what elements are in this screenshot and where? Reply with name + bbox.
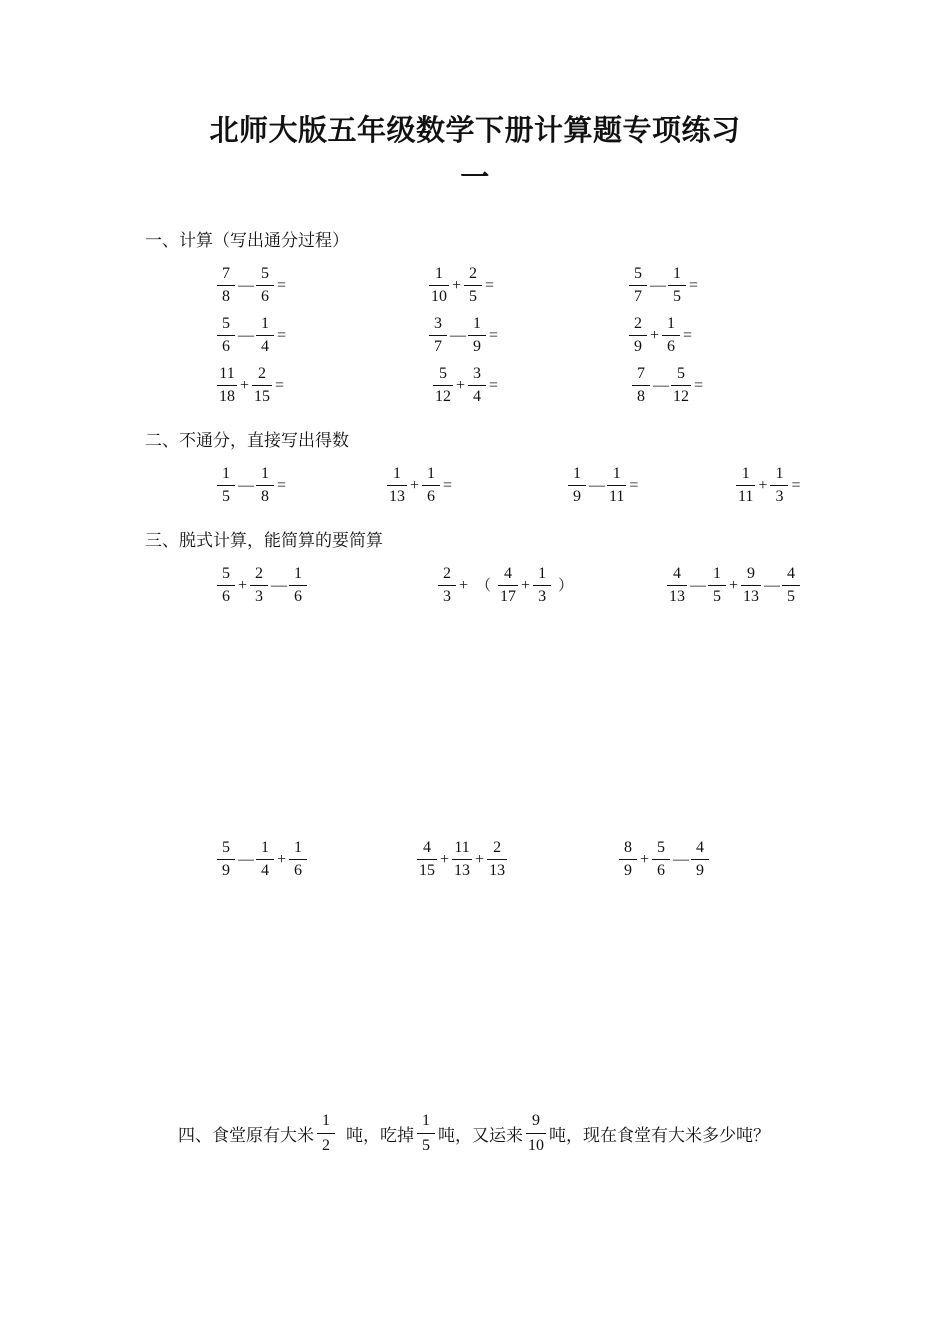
equals-sign: = (489, 326, 499, 344)
fraction: $\frac{1}{5}$ (217, 466, 235, 505)
plus-sign: + (729, 576, 739, 594)
fraction: $\frac{3}{7}$ (429, 316, 447, 355)
fraction: $\frac{5}{6}$ (652, 840, 670, 879)
fraction: $\frac{5}{6}$ (217, 566, 235, 605)
q2-expr-4 (735, 466, 802, 505)
equals-sign: = (791, 476, 801, 494)
problem-text: 吨，吃掉 (346, 1126, 414, 1146)
fraction: $\frac{4}{5}$ (782, 566, 800, 605)
q1-expr-3 (628, 266, 700, 305)
fraction: $\frac{7}{8}$ (217, 266, 235, 305)
plus-sign: + (238, 576, 248, 594)
q3-expr-4 (216, 840, 308, 879)
fraction: $\frac{8}{9}$ (619, 840, 637, 879)
equals-sign: = (629, 476, 639, 494)
fraction: $\frac{2}{3}$ (250, 566, 268, 605)
equals-sign: = (443, 476, 453, 494)
section-1-heading: 一、计算（写出通分过程） (145, 231, 349, 251)
plus-sign: + (277, 850, 287, 868)
q1-expr-2 (428, 266, 496, 305)
equals-sign: = (277, 326, 287, 344)
fraction: $\frac{5}{6}$ (217, 316, 235, 355)
section-3-heading: 三、脱式计算，能简算的要简算 (145, 531, 383, 551)
fraction: $\frac{1}{10}$ (431, 265, 447, 305)
plus-sign: + (475, 850, 485, 868)
minus-sign: — (450, 326, 465, 344)
q1-expr-1 (216, 266, 288, 305)
fraction: $\frac{1}{2}$ (317, 1112, 335, 1155)
plus-sign: + (456, 376, 466, 394)
fraction: $\frac{1}{11}$ (738, 465, 754, 505)
fraction: $\frac{2}{9}$ (629, 316, 647, 355)
problem-text: 吨，又运来 (438, 1126, 523, 1146)
fraction: $\frac{9}{13}$ (743, 565, 760, 605)
fraction: $\frac{1}{5}$ (708, 566, 726, 605)
plus-sign: + (459, 576, 469, 594)
minus-sign: — (238, 476, 253, 494)
plus-sign: + (452, 276, 462, 294)
fraction: $\frac{3}{4}$ (468, 366, 486, 405)
minus-sign: — (271, 576, 287, 594)
fraction: $\frac{1}{3}$ (533, 566, 551, 605)
fraction: $\frac{4}{15}$ (419, 839, 435, 879)
q2-expr-1 (216, 466, 288, 505)
q1-expr-7 (216, 366, 286, 405)
minus-sign: — (650, 276, 665, 294)
fraction: $\frac{7}{8}$ (632, 366, 650, 405)
section-2-heading: 二、不通分，直接写出得数 (145, 431, 349, 451)
fraction: $\frac{2}{3}$ (438, 566, 456, 605)
fraction: $\frac{1}{3}$ (770, 466, 788, 505)
fraction: $\frac{5}{6}$ (256, 266, 274, 305)
q3-expr-5 (416, 840, 508, 879)
plus-sign: + (240, 376, 250, 394)
fraction: $\frac{1}{8}$ (256, 466, 274, 505)
fraction: $\frac{5}{7}$ (629, 266, 647, 305)
fraction: $\frac{1}{4}$ (256, 316, 274, 355)
minus-sign: — (238, 276, 253, 294)
equals-sign: = (694, 376, 704, 394)
fraction: $\frac{5}{9}$ (217, 840, 235, 879)
equals-sign: = (277, 276, 287, 294)
q2-expr-3 (567, 466, 640, 505)
equals-sign: = (683, 326, 693, 344)
plus-sign: + (758, 476, 768, 494)
fraction: $\frac{1}{5}$ (668, 266, 686, 305)
plus-sign: + (521, 576, 531, 594)
minus-sign: — (690, 576, 705, 594)
q2-expr-2 (386, 466, 454, 505)
minus-sign: — (238, 850, 253, 868)
minus-sign: — (238, 326, 253, 344)
q3-expr-2 (437, 566, 579, 605)
equals-sign: = (489, 376, 499, 394)
equals-sign: = (689, 276, 699, 294)
equals-sign: = (275, 376, 285, 394)
section-4-word-problem (178, 1112, 770, 1155)
equals-sign: = (485, 276, 495, 294)
q3-expr-3 (666, 566, 801, 605)
fraction: $\frac{1}{5}$ (417, 1112, 435, 1155)
q1-expr-4 (216, 316, 288, 355)
fraction: $\frac{4}{17}$ (500, 565, 517, 605)
fraction: $\frac{1}{6}$ (289, 840, 307, 879)
fraction: $\frac{11}{18}$ (219, 365, 235, 405)
fraction: $\frac{4}{13}$ (669, 565, 685, 605)
fraction: $\frac{1}{4}$ (256, 840, 274, 879)
minus-sign: — (764, 576, 780, 594)
q1-expr-5 (428, 316, 500, 355)
fraction: $\frac{1}{6}$ (662, 316, 680, 355)
page-title-number: 一 (460, 160, 490, 194)
problem-text: 吨，现在食堂有大米多少吨？ (549, 1126, 770, 1146)
plus-sign: + (410, 476, 420, 494)
fraction: $\frac{1}{9}$ (568, 466, 586, 505)
plus-sign: + (440, 850, 450, 868)
q3-expr-1 (216, 566, 308, 605)
fraction: $\frac{5}{12}$ (673, 365, 689, 405)
minus-sign: — (673, 850, 689, 868)
fraction: $\frac{2}{15}$ (254, 365, 271, 405)
right-paren: ） (558, 576, 574, 594)
fraction: $\frac{1}{9}$ (468, 316, 486, 355)
minus-sign: — (653, 376, 668, 394)
fraction: $\frac{2}{13}$ (489, 839, 506, 879)
fraction: $\frac{4}{9}$ (691, 840, 709, 879)
minus-sign: — (589, 476, 604, 494)
q3-expr-6 (618, 840, 710, 879)
plus-sign: + (640, 850, 650, 868)
fraction: $\frac{1}{6}$ (422, 466, 440, 505)
q1-expr-9 (631, 366, 705, 405)
page-title: 北师大版五年级数学下册计算题专项练习 (209, 113, 741, 147)
plus-sign: + (650, 326, 660, 344)
q1-expr-8 (432, 366, 500, 405)
problem-text: 四、食堂原有大米 (178, 1126, 314, 1146)
fraction: $\frac{1}{13}$ (389, 465, 405, 505)
fraction: $\frac{1}{6}$ (289, 566, 307, 605)
fraction: $\frac{1}{11}$ (609, 465, 625, 505)
equals-sign: = (277, 476, 287, 494)
fraction: $\frac{5}{12}$ (435, 365, 451, 405)
fraction: $\frac{9}{10}$ (528, 1112, 544, 1154)
fraction: $\frac{11}{13}$ (454, 839, 471, 879)
left-paren: （ (476, 576, 492, 594)
q1-expr-6 (628, 316, 694, 355)
fraction: $\frac{2}{5}$ (464, 266, 482, 305)
